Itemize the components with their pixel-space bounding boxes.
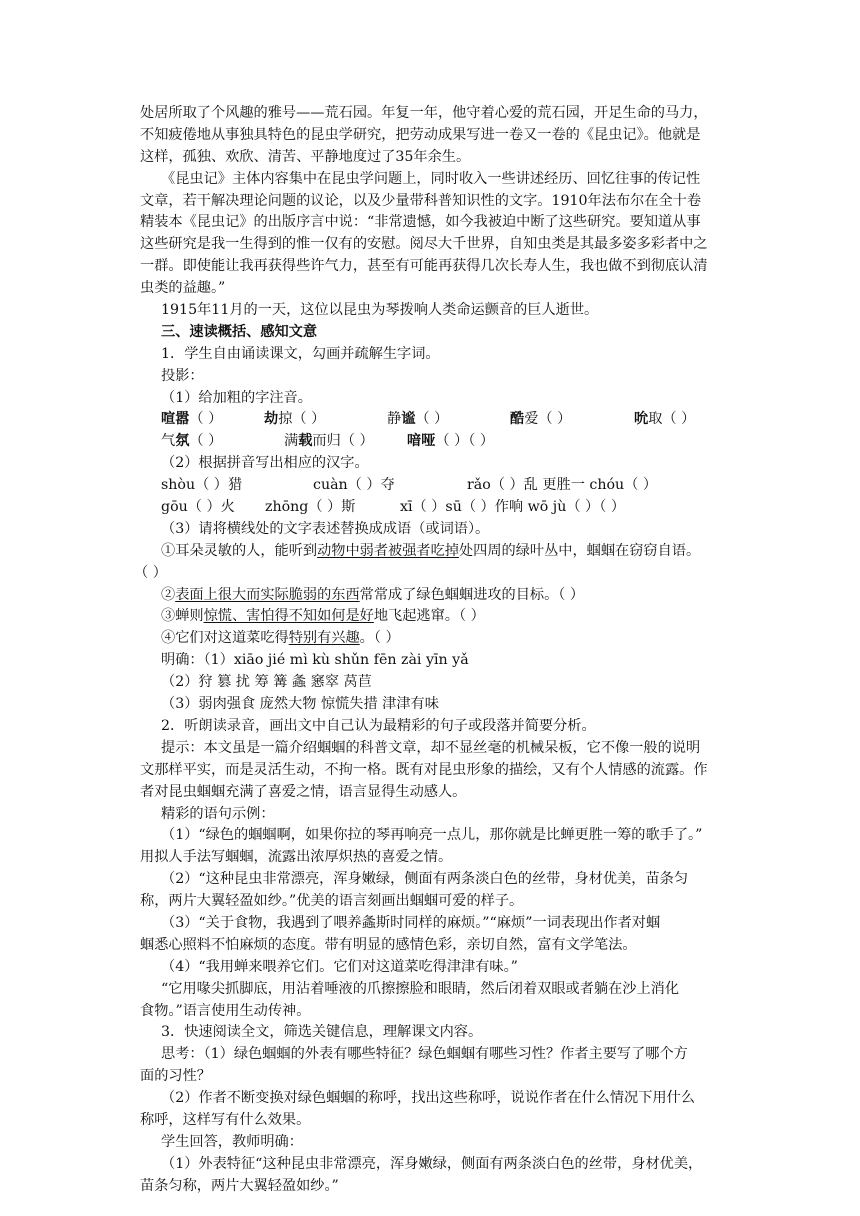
text-line: 称呼，这样写有什么效果。: [140, 1111, 311, 1128]
vocab-item: 酷爱（ ）: [510, 411, 572, 428]
text-line: 这样，孤独、欢欣、清苦、平静地度过了35年余生。: [140, 148, 471, 165]
text-line: 1915年11月的一天，这位以昆虫为琴拨响人类命运颤音的巨人逝世。: [161, 302, 599, 319]
underlined-phrase: 惊慌、害怕得不知如何是好: [203, 608, 374, 625]
text-line: 学生回答，教师明确：: [161, 1133, 303, 1150]
text-line: （3）请将横线处的文字表述替换成成语（或词语）。: [161, 520, 490, 537]
underlined-phrase: 表面上很大而实际脆弱的东西: [175, 586, 360, 603]
pinyin-row-3: [140, 475, 728, 497]
text-line: （1）给加粗的字注音。: [161, 389, 312, 406]
answer-line: （2）狩 篡 扰 筹 篝 螽 窸窣 莴苣: [161, 674, 372, 691]
vocab-item: 吮取（ ）: [634, 411, 696, 428]
vocab-item: 满载而归（ ）: [284, 433, 374, 450]
text-line: （3）“关于食物，我遇到了喂养螽斯时同样的麻烦。”“麻烦”一词表现出作者对蝈: [161, 914, 661, 931]
text-line: （2）作者不断变换对绿色蝈蝈的称呼，找出这些称呼，说说作者在什么情况下用什么: [161, 1090, 695, 1107]
text-line: （2）“这种昆虫非常漂亮，浑身嫩绿，侧面有两条淡白色的丝带，身材优美，苗条匀: [161, 871, 689, 888]
text-line: 文章，若干解决理论问题的议论，以及少量带科普知识性的文字。1910年法布尔在全十卷: [140, 192, 702, 209]
text-line: （1）外表特征“这种昆虫非常漂亮，浑身嫩绿，侧面有两条淡白色的丝带，身材优美，: [161, 1155, 703, 1172]
vocab-item: 气氛（ ）: [161, 433, 223, 450]
text-line: 处居所取了个风趣的雅号——荒石园。年复一年，他守着心爱的荒石园，开足生命的马力，: [140, 105, 708, 121]
pinyin-row-1: [140, 409, 728, 431]
vocab-item: 喧嚣（ ）: [161, 411, 223, 428]
text-line: 3．快速阅读全文，筛选关键信息，理解课文内容。: [161, 1024, 483, 1041]
text-line: 不知疲倦地从事独具特色的昆虫学研究，把劳动成果写进一卷又一卷的《昆虫记》。他就是: [140, 126, 701, 143]
pinyin-item: zhōng（ ）斯: [265, 499, 356, 516]
text-line: 《昆虫记》主体内容集中在昆虫学问题上，同时收入一些讲述经历、回忆往事的传记性: [161, 170, 701, 187]
vocab-item: 喑哑（ ）（ ）: [407, 433, 495, 450]
section-heading: 三、速读概括、感知文意: [161, 323, 318, 340]
vocab-item: 静谧（ ）: [387, 411, 449, 428]
text-line: 文那样平实，而是灵活生动，不拘一格。既有对昆虫形象的描绘，又有个人情感的流露。作: [140, 761, 708, 778]
text-line: 精装本《昆虫记》的出版序言中说：“非常遗憾，如今我被迫中断了这些研究。要知道从事: [140, 214, 701, 231]
text-line: 思考：（1）绿色蝈蝈的外表有哪些特征？绿色蝈蝈有哪些习性？作者主要写了哪个方: [161, 1046, 688, 1063]
text-line: 提示：本文虽是一篇介绍蝈蝈的科普文章，却不显丝毫的机械呆板，它不像一般的说明: [161, 739, 701, 756]
text-line: 蝈悉心照料不怕麻烦的态度。带有明显的感情色彩，亲切自然，富有文学笔法。: [140, 936, 637, 953]
pinyin-item: gōu（ ）火: [161, 499, 235, 516]
text-line: 面的习性？: [140, 1068, 211, 1085]
exercise-1: ①耳朵灵敏的人，能听到动物中弱者被强者吃掉处四周的绿叶丛中，蝈蝈在窃窃自语。: [161, 542, 701, 559]
vocab-item: 劫掠（ ）: [264, 411, 326, 428]
text-line: （1）“绿色的蝈蝈啊，如果你拉的琴再响亮一点儿，那你就是比蝉更胜一筹的歌手了。”: [161, 827, 703, 844]
text-line: 称，两片大翼轻盈如纱。”优美的语言刻画出蝈蝈可爱的样子。: [140, 893, 524, 910]
text-line: 精彩的语句示例：: [161, 805, 275, 822]
text-line: （4）“我用蝉来喂养它们。它们对这道菜吃得津津有味。”: [161, 958, 518, 975]
answer-blank: （ ）: [134, 564, 167, 581]
exercise-4: ④它们对这道菜吃得特别有兴趣。（ ）: [161, 630, 400, 647]
pinyin-item: shòu（ ）猎: [161, 477, 243, 494]
text-line: 食物。”语言使用生动传神。: [140, 1002, 311, 1019]
text-line: 用拟人手法写蝈蝈，流露出浓厚炽热的喜爱之情。: [140, 849, 453, 866]
exercise-2: ②表面上很大而实际脆弱的东西常常成了绿色蝈蝈进攻的目标。（ ）: [161, 586, 585, 603]
text-line: 1．学生自由诵读课文，勾画并疏解生字词。: [161, 345, 440, 362]
pinyin-row-2: [140, 431, 728, 453]
pinyin-row-4: [140, 497, 728, 519]
text-line: 虫类的益趣。”: [140, 280, 226, 297]
text-line: 这些研究是我一生得到的惟一仅有的安慰。阅尽大千世界，自知虫类是其最多姿多彩者中之: [140, 236, 708, 253]
answer-line: （3）弱肉强食 庞然大物 惊慌失措 津津有味: [161, 696, 439, 713]
exercise-3: ③蝉则惊慌、害怕得不知如何是好地飞起逃窜。（ ）: [161, 608, 485, 625]
document-page: [134, 103, 728, 1198]
text-line: 者对昆虫蝈蝈充满了喜爱之情，语言显得生动感人。: [140, 783, 467, 800]
text-line: 投影：: [161, 367, 204, 384]
underlined-phrase: 特别有兴趣: [288, 630, 360, 647]
underlined-phrase: 动物中弱者被强者吃掉: [317, 542, 459, 559]
text-line: “它用喙尖抓脚底，用沾着唾液的爪擦擦脸和眼睛，然后闭着双眼或者躺在沙上消化: [161, 980, 680, 997]
pinyin-item: cuàn（ ）夺: [313, 477, 395, 494]
pinyin-item: rǎo（ ）乱 更胜一 chóu（ ）: [467, 477, 658, 494]
text-line: 2．听朗读录音，画出文中自己认为最精彩的句子或段落并简要分析。: [161, 717, 596, 734]
text-line: 一群。即使能让我再获得些许气力，甚至有可能再获得几次长寿人生，我也做不到彻底认清: [140, 258, 708, 275]
text-line: （2）根据拼音写出相应的汉字。: [161, 455, 369, 472]
pinyin-item: xī（ ）sū（ ）作响 wō jù（ ）（ ）: [400, 499, 626, 516]
answer-line: 明确：（1）xiāo jié mì kù shǔn fēn zài yīn yǎ: [161, 652, 469, 669]
text-line: 苗条匀称，两片大翼轻盈如纱。”: [140, 1177, 339, 1194]
